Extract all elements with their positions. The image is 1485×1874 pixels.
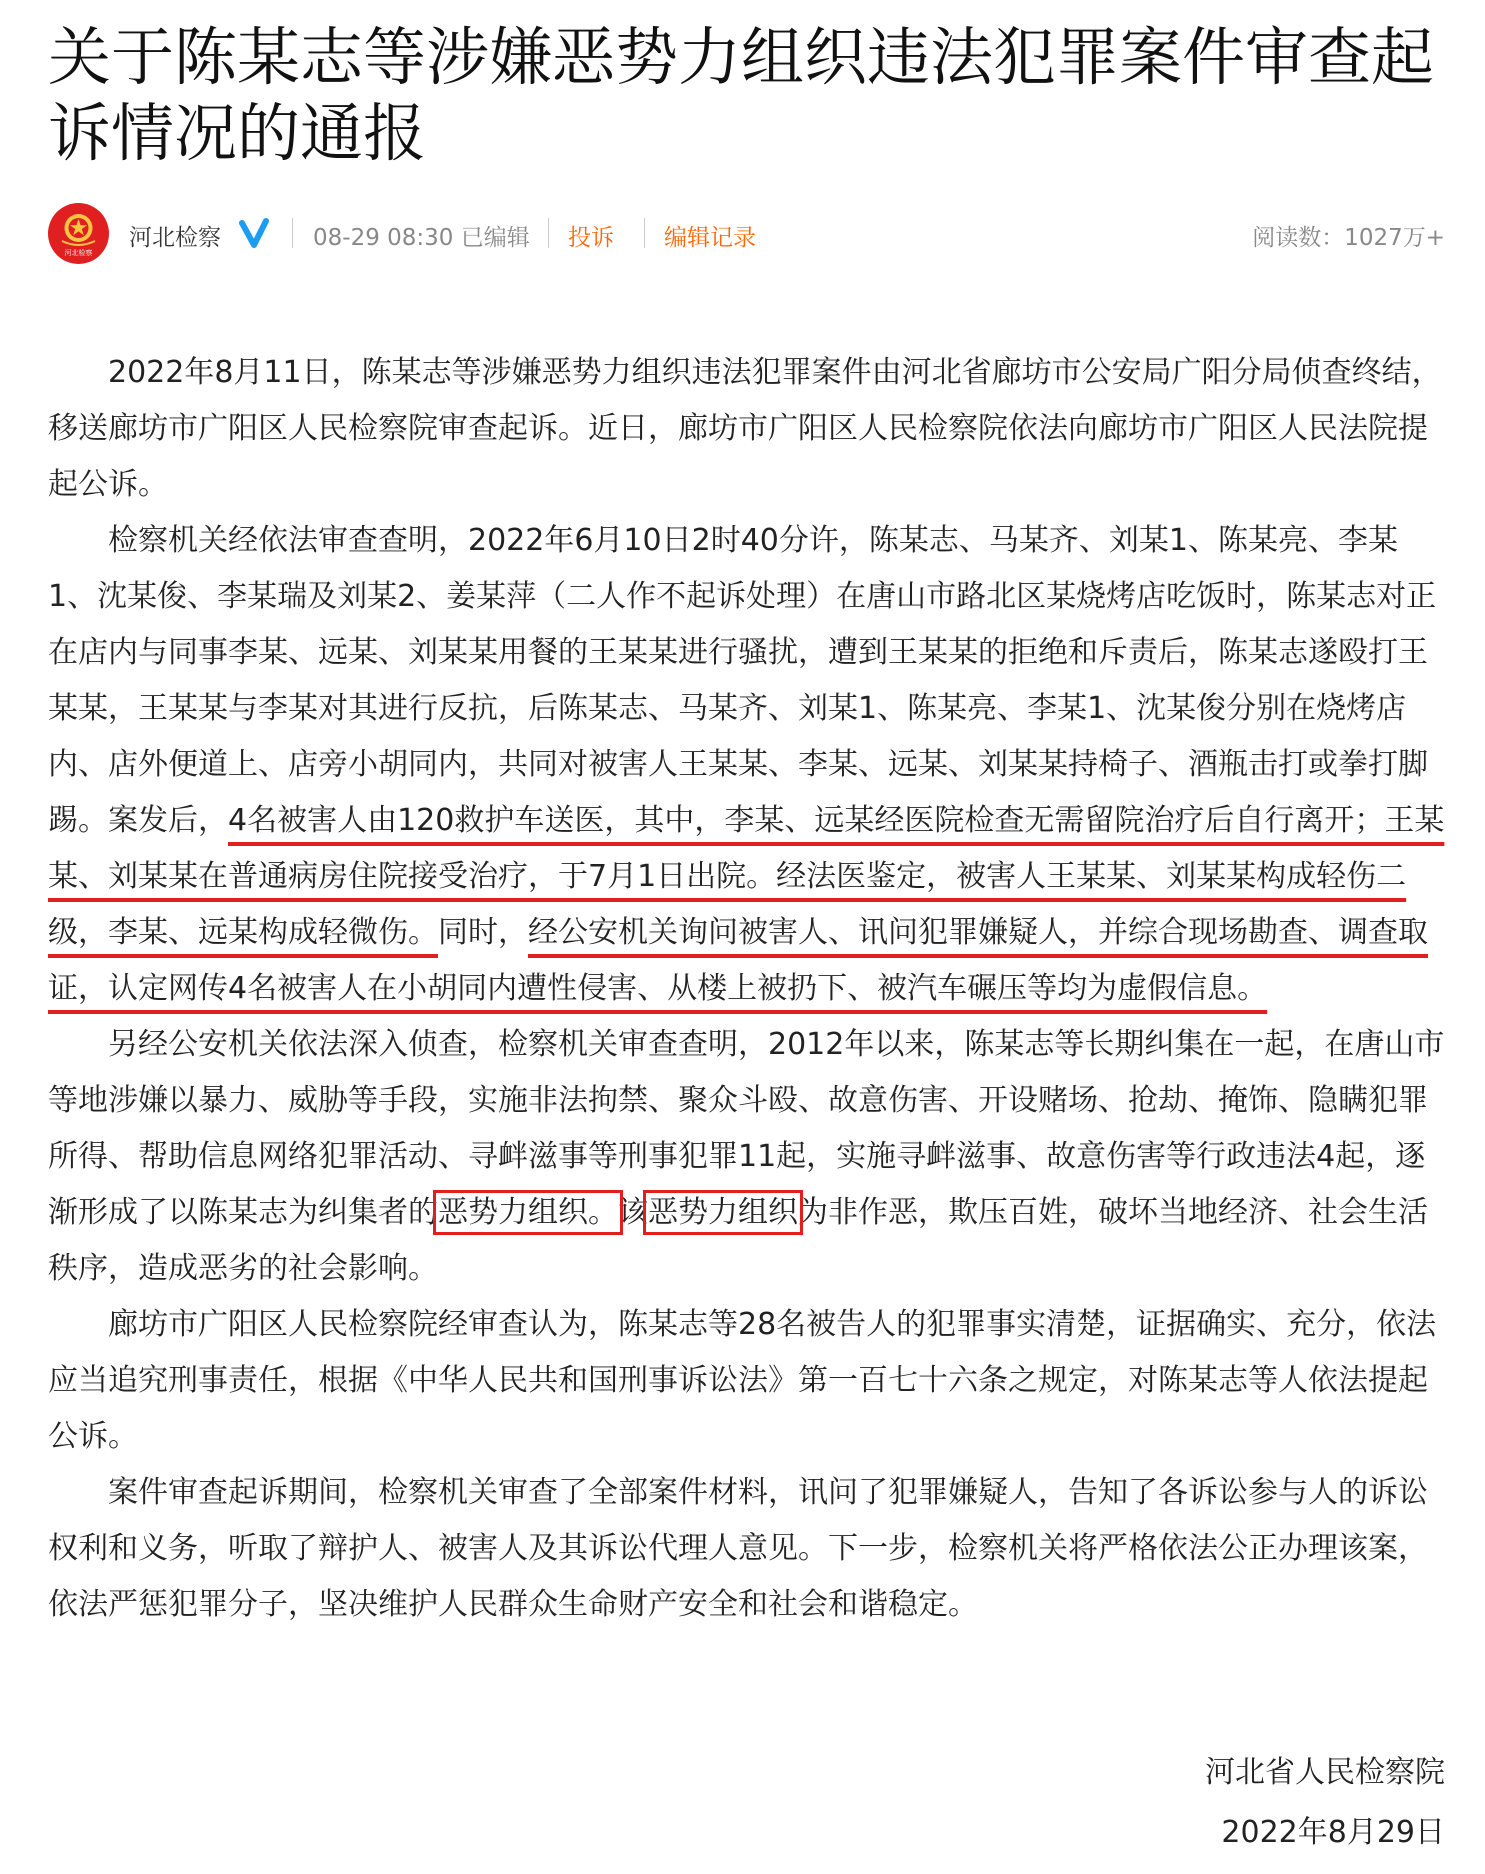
paragraph-3 [48, 1017, 1446, 1297]
account-name[interactable]: 河北检察 [129, 225, 221, 251]
p2-text-1: 检察机关经依法审查查明，2022年6月10日2时40分许，陈某志、马某齐、刘某1、陈某亮、李某1、沈某俊、李某瑞及刘某2、姜某萍（二人作不起诉处理）在唐山市路北区某烧烤店吃饭时，陈某志对正在店内与同事李某、远某、刘某某用餐的王某某进行骚扰，遭到王某某的拒绝和斥责后，陈某志遂殴打王某某，王某某与李某对其进行反抗，后陈某志、马某齐、刘某1、陈某亮、李某1、沈某俊分别在烧烤店内、店外便道上、店旁小胡同内，共同对被害人王某某、李某、远某、刘某某持椅子、酒瓶击打或拳打脚踢。案发后， [48, 523, 1437, 838]
paragraph-1: 2022年8月11日，陈某志等涉嫌恶势力组织违法犯罪案件由河北省廊坊市公安局广阳分局侦查终结，移送廊坊市广阳区人民检察院审查起诉。近日，廊坊市广阳区人民检察院依法向廊坊市广阳区人民法院提起公诉。 [48, 355, 1442, 502]
author-bar [48, 203, 1445, 265]
paragraph-2 [48, 513, 1446, 1017]
p3-text-2: 该 [618, 1195, 648, 1230]
report-link[interactable]: 投诉 [568, 225, 614, 251]
article-body [48, 345, 1446, 1633]
divider [292, 218, 293, 248]
divider [644, 218, 645, 248]
verified-v-icon [239, 217, 269, 249]
signature-org: 河北省人民检察院 [1205, 1755, 1445, 1790]
p3-text-3: 为非作恶，欺压百姓，破坏当地经济、社会生活秩序，造成恶劣的社会影响。 [48, 1195, 1428, 1286]
underlined-rumor-refutation: 经公安机关询问被害人、讯问犯罪嫌疑人，并综合现场勘查、调查取证，认定网传4名被害人在小胡同内遭性侵害、从楼上被扔下、被汽车碾压等均为虚假信息。 [48, 915, 1428, 1006]
account-avatar[interactable] [48, 203, 109, 264]
edit-history-link[interactable]: 编辑记录 [664, 225, 756, 251]
article-title: 关于陈某志等涉嫌恶势力组织违法犯罪案件审查起诉情况的通报 [48, 21, 1434, 170]
signature-date: 2022年8月29日 [1221, 1815, 1445, 1850]
publish-time: 08-29 08:30 已编辑 [313, 225, 530, 251]
p2-text-2: 同时， [438, 915, 528, 950]
paragraph-4: 廊坊市广阳区人民检察院经审查认为，陈某志等28名被告人的犯罪事实清楚，证据确实、充分，依法应当追究刑事责任，根据《中华人民共和国刑事诉讼法》第一百七十六条之规定，对陈某志等人依法提起公诉。 [48, 1307, 1437, 1454]
underlined-injury-details: 4名被害人由120救护车送医，其中，李某、远某经医院检查无需留院治疗后自行离开；王某某、刘某某在普通病房住院接受治疗，于7月1日出院。经法医鉴定，被害人王某某、刘某某构成轻伤二级，李某、远某构成轻微伤。 [48, 803, 1445, 950]
boxed-term-1: 恶势力组织。 [438, 1195, 618, 1230]
paragraph-5: 案件审查起诉期间，检察机关审查了全部案件材料，讯问了犯罪嫌疑人，告知了各诉讼参与人的诉讼权利和义务，听取了辩护人、被害人及其诉讼代理人意见。下一步，检察机关将严格依法公正办理该案，依法严惩犯罪分子，坚决维护人民群众生命财产安全和社会和谐稳定。 [48, 1475, 1428, 1622]
p3-text-1: 另经公安机关依法深入侦查，检察机关审查查明，2012年以来，陈某志等长期纠集在一起，在唐山市等地涉嫌以暴力、威胁等手段，实施非法拘禁、聚众斗殴、故意伤害、开设赌场、抢劫、掩饰、隐瞒犯罪所得、帮助信息网络犯罪活动、寻衅滋事等刑事犯罪11起，实施寻衅滋事、故意伤害等行政违法4起，逐渐形成了以陈某志为纠集者的 [48, 1027, 1445, 1230]
avatar-text: 河北检察 [64, 249, 93, 257]
boxed-term-2: 恶势力组织 [648, 1195, 798, 1230]
signature-block [1125, 1743, 1445, 1863]
divider [548, 218, 549, 248]
read-count: 阅读数：1027万+ [1252, 225, 1445, 251]
procuratorate-emblem-icon [48, 203, 109, 264]
